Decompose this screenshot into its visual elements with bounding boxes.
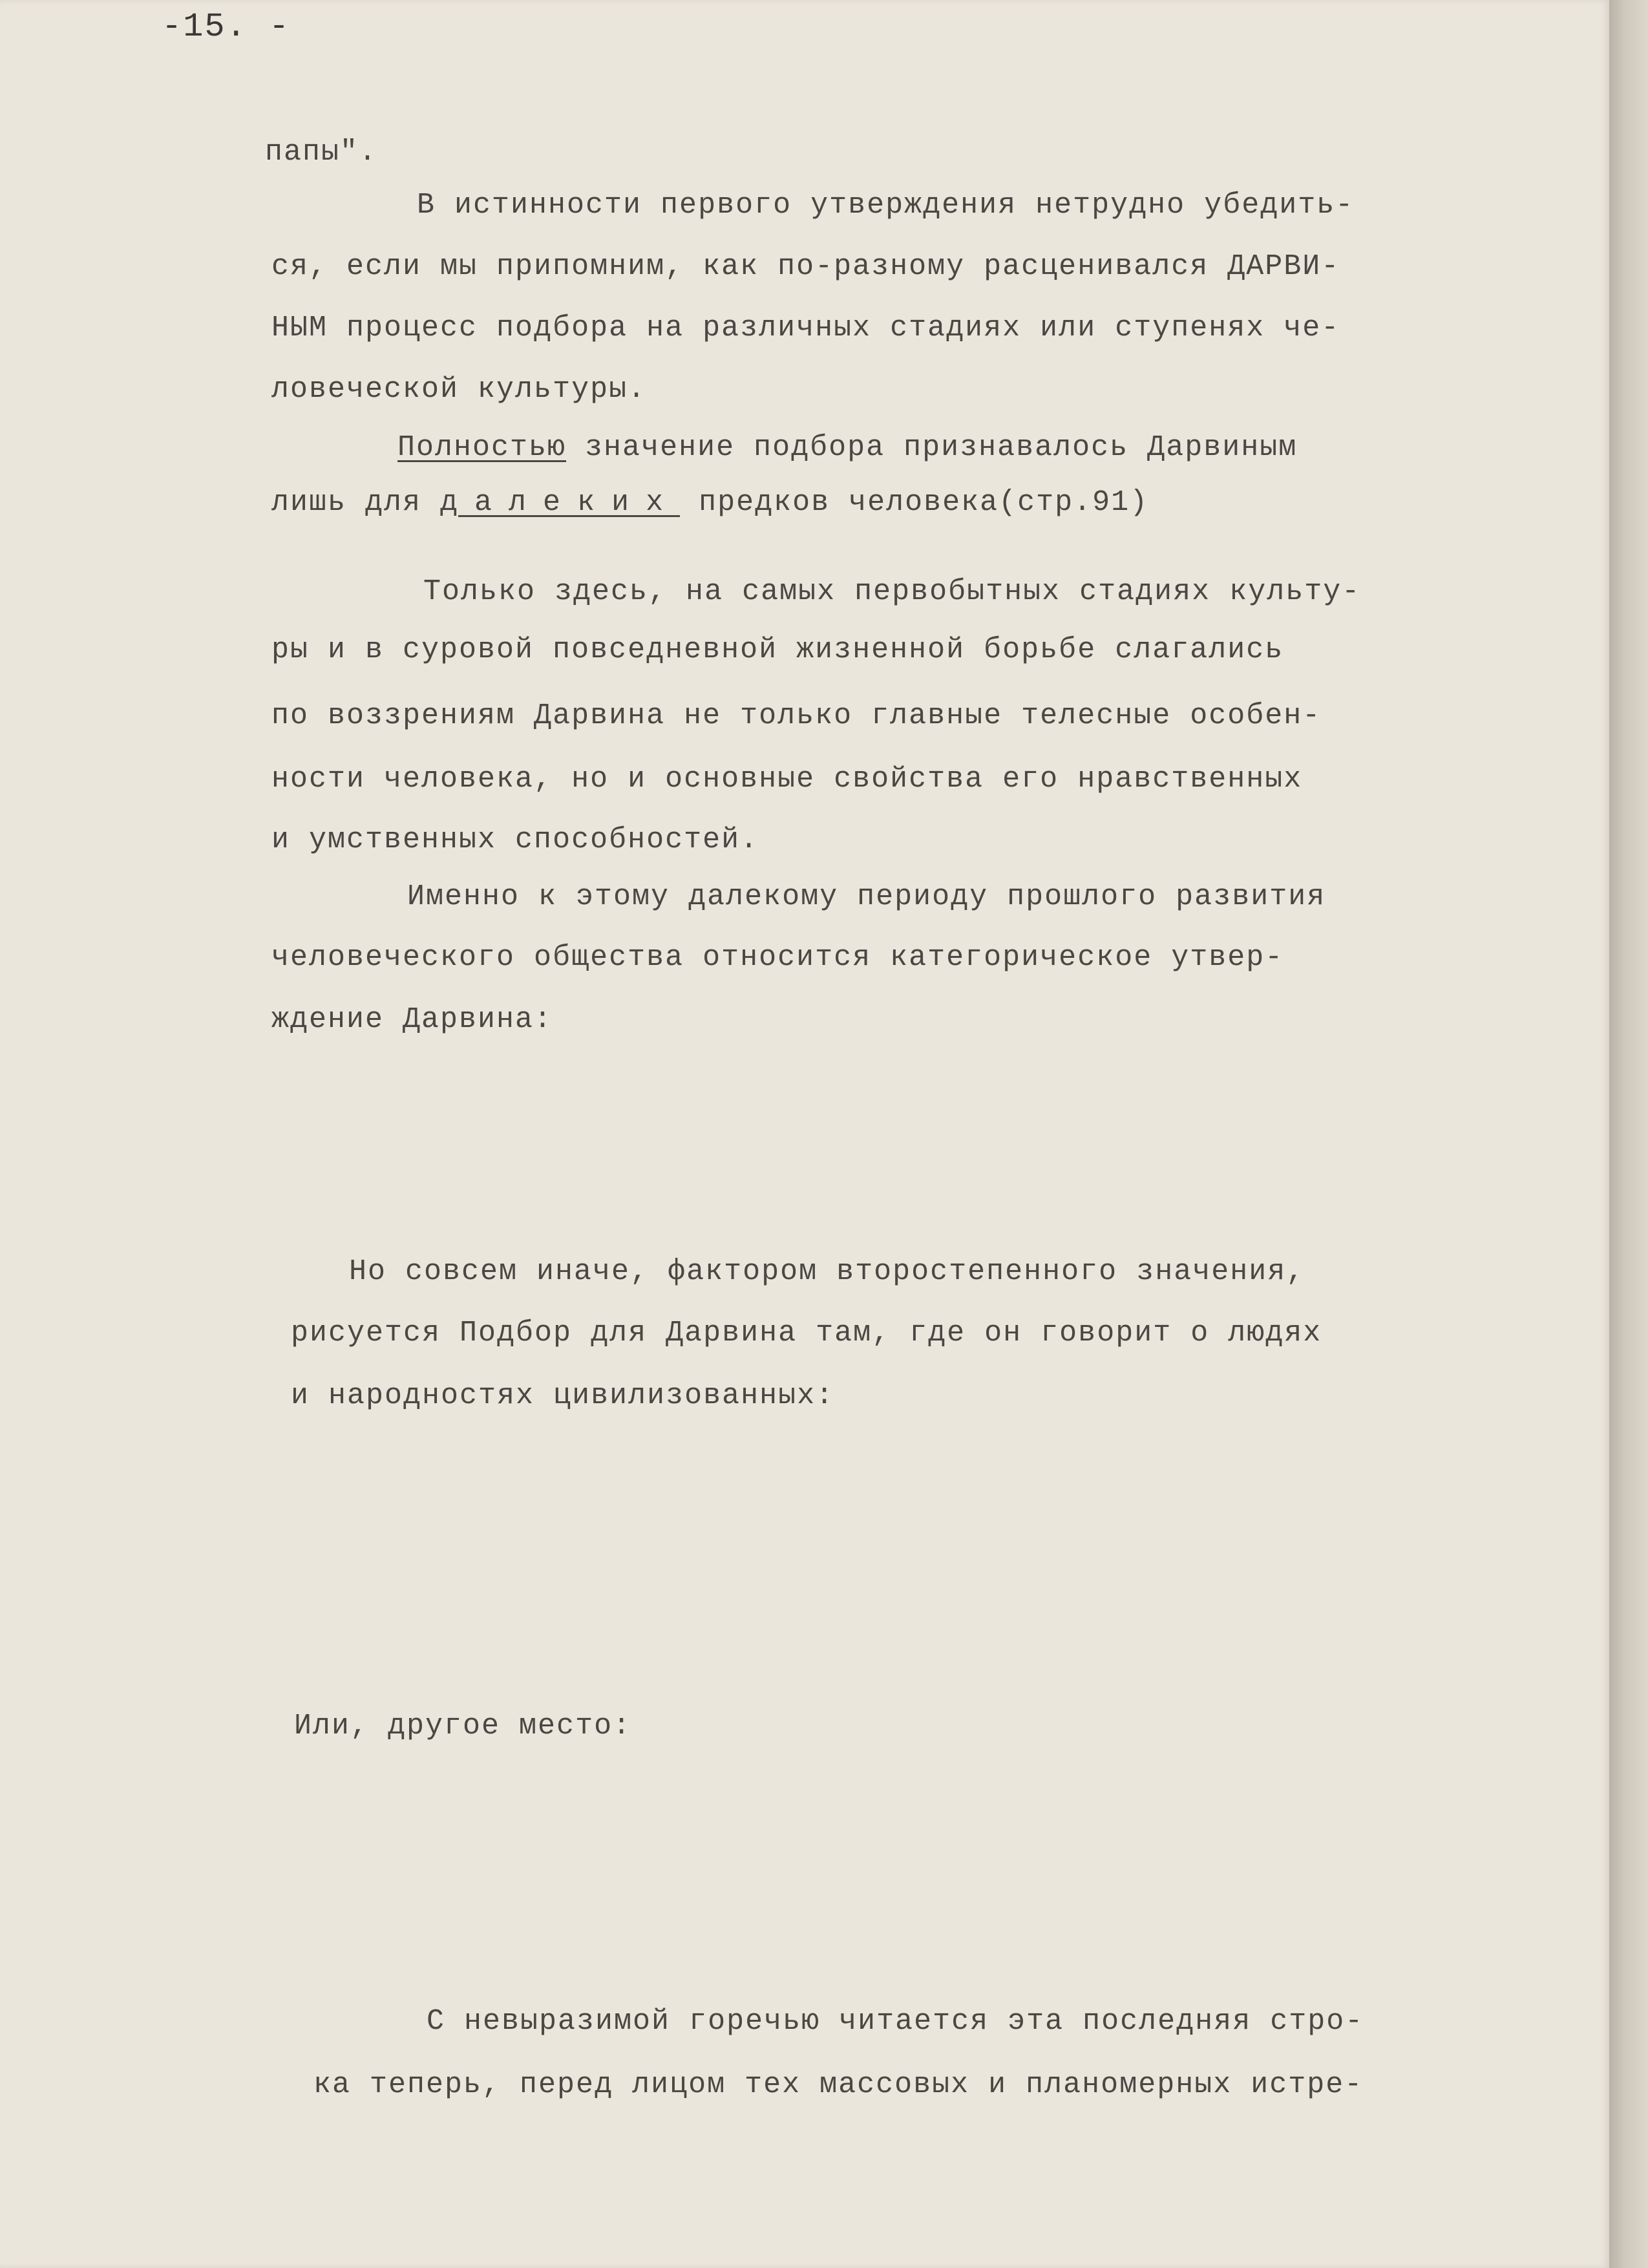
underlined-word: Полностью: [397, 431, 567, 464]
text-line: ности человека, но и основные свойства его нравственных: [271, 763, 1303, 796]
text-line: и народностях цивилизованных:: [291, 1379, 835, 1412]
text-line: рисуется Подбор для Дарвина там, где он говорит о людях: [291, 1317, 1322, 1350]
text-fragment: лишь для: [271, 486, 441, 519]
text-fragment: предков человека(стр.91): [680, 486, 1149, 519]
emphasized-word: далеких: [440, 486, 681, 519]
text-line: ловеческой культуры.: [271, 373, 647, 406]
text-fragment: значение подбора признавалось Дарвиным: [566, 431, 1298, 464]
text-line: НЫМ процесс подбора на различных стадиях или ступенях че-: [271, 312, 1340, 344]
text-line: Или, другое место:: [294, 1710, 632, 1743]
text-line: [397, 417, 1297, 479]
text-line: Именно к этому далекому периоду прошлого развития: [407, 880, 1326, 913]
page-number: -15. -: [162, 8, 291, 46]
text-line: по воззрениям Дарвина не только главные телесные особен-: [271, 699, 1322, 732]
page-edge: [1609, 0, 1648, 2268]
text-line: папы".: [265, 136, 378, 169]
text-line: В истинности первого утверждения нетрудно убедить-: [417, 189, 1355, 222]
text-line: [271, 472, 1148, 534]
text-line: Только здесь, на самых первобытных стадиях культу-: [423, 575, 1361, 608]
text-line: Но совсем иначе, фактором второстепенного значения,: [349, 1255, 1305, 1288]
text-line: ка теперь, перед лицом тех массовых и планомерных истре-: [313, 2068, 1364, 2101]
text-line: и умственных способностей.: [271, 823, 759, 856]
text-line: человеческого общества относится категорическое утвер-: [271, 941, 1284, 974]
text-line: С невыразимой горечью читается эта последняя стро-: [427, 2005, 1364, 2038]
text-line: ждение Дарвина:: [271, 1003, 553, 1036]
text-line: ся, если мы припомним, как по-разному расценивался ДАРВИ-: [271, 250, 1340, 283]
text-line: ры и в суровой повседневной жизненной борьбе слагались: [271, 633, 1284, 666]
